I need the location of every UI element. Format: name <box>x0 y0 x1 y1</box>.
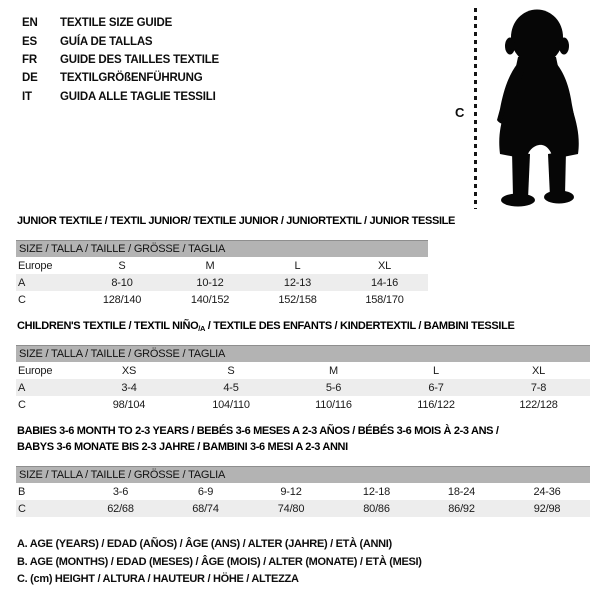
title-text: CHILDREN'S TEXTILE / TEXTIL NIÑO <box>17 320 199 332</box>
cell: 14-16 <box>341 274 428 291</box>
title-line-2: BABYS 3-6 MONATE BIS 2-3 JAHRE / BAMBINI 3-6 MESI A 2-3 ANNI <box>17 440 348 453</box>
junior-section-title: JUNIOR TEXTILE / TEXTIL JUNIOR/ TEXTILE JUNIOR / JUNIORTEXTIL / JUNIOR TESSILE <box>17 215 456 227</box>
title-subscript: /A <box>198 324 206 333</box>
cell: 98/104 <box>112 398 146 411</box>
cell: 24-36 <box>533 485 561 498</box>
language-label: TEXTILGRÖßENFÜHRUNG <box>60 72 203 85</box>
language-code: DE <box>22 72 38 85</box>
language-row <box>22 51 219 69</box>
table-row <box>16 500 590 517</box>
cell: 80/86 <box>334 500 419 517</box>
language-header <box>22 14 219 106</box>
junior-size-table <box>16 240 428 308</box>
row-label: A <box>16 379 78 396</box>
row-label: Europe <box>18 259 53 272</box>
language-label: GUIDA ALLE TAGLIE TESSILI <box>60 90 216 103</box>
size-header-cell: SIZE / TALLA / TAILLE / GRÖSSE / TAGLIA <box>16 241 428 258</box>
cell: 6-7 <box>385 379 487 396</box>
height-dashed-line <box>474 8 477 209</box>
cell: XL <box>377 259 392 272</box>
note-b: B. AGE (MONTHS) / EDAD (MESES) / ÂGE (MOIS) / ALTER (MONATE) / ETÀ (MESI) <box>17 555 422 568</box>
cell: 10-12 <box>166 274 254 291</box>
cell: 62/68 <box>78 500 163 517</box>
cell: 104/110 <box>212 398 250 411</box>
table-row <box>16 291 428 308</box>
row-label: B <box>18 485 26 498</box>
language-row <box>22 32 219 50</box>
cell: 12-13 <box>254 274 341 291</box>
size-header-row <box>16 467 590 484</box>
height-measure-label: C <box>455 105 465 120</box>
language-code: IT <box>22 90 32 103</box>
title-text: / TEXTILE DES ENFANTS / KINDERTEXTIL / BAMBINI TESSILE <box>205 320 515 332</box>
note-c: C. (cm) HEIGHT / ALTURA / HAUTEUR / HÖHE / ALTEZZA <box>17 573 299 586</box>
language-code: FR <box>22 53 37 66</box>
title-line-1: BABIES 3-6 MONTH TO 2-3 YEARS / BEBÉS 3-6 MESES A 2-3 AÑOS / BÉBÉS 3-6 MOIS À 2-3 ANS / <box>17 425 499 437</box>
cell: 86/92 <box>419 500 504 517</box>
cell: S <box>118 259 126 272</box>
row-label: A <box>16 274 78 291</box>
cell: 158/170 <box>365 293 404 306</box>
cell: 12-18 <box>362 485 391 498</box>
children-size-table <box>16 345 590 413</box>
table-row <box>16 257 428 274</box>
size-header-row <box>16 241 428 258</box>
cell: 110/116 <box>315 398 352 411</box>
table-row <box>16 362 590 379</box>
toddler-silhouette-icon <box>487 8 591 210</box>
row-label: Europe <box>18 364 53 377</box>
cell: 4-5 <box>180 379 282 396</box>
cell: 116/122 <box>417 398 455 411</box>
cell: 140/152 <box>190 293 230 306</box>
size-header-row <box>16 346 590 363</box>
cell: XL <box>531 364 546 377</box>
language-label: GUIDE DES TAILLES TEXTILE <box>60 53 219 66</box>
table-row <box>16 379 590 396</box>
table-row <box>16 483 590 500</box>
note-a: A. AGE (YEARS) / EDAD (AÑOS) / ÂGE (ANS) / ALTER (JAHRE) / ETÀ (ANNI) <box>17 538 392 550</box>
cell: L <box>433 364 439 377</box>
babies-size-table <box>16 466 590 517</box>
cell: M <box>205 259 215 272</box>
row-label: C <box>18 293 26 306</box>
row-label: C <box>16 500 78 517</box>
cell: 92/98 <box>504 500 590 517</box>
cell: S <box>227 364 235 377</box>
language-code: EN <box>22 17 38 30</box>
cell: 9-12 <box>280 485 302 498</box>
cell: 122/128 <box>519 398 558 411</box>
table-row <box>16 274 428 291</box>
cell: 3-4 <box>78 379 180 396</box>
language-row <box>22 88 219 106</box>
language-label: GUÍA DE TALLAS <box>60 35 153 48</box>
children-section-title <box>17 320 514 333</box>
cell: L <box>294 259 301 272</box>
language-label: TEXTILE SIZE GUIDE <box>60 17 173 30</box>
row-label: C <box>18 398 26 411</box>
language-code: ES <box>22 35 37 48</box>
cell: 152/158 <box>278 293 317 306</box>
cell: 74/80 <box>248 500 334 517</box>
size-header-cell: SIZE / TALLA / TAILLE / GRÖSSE / TAGLIA <box>16 467 590 484</box>
legend-notes <box>17 536 422 589</box>
babies-section-title <box>17 424 499 455</box>
language-row <box>22 14 219 32</box>
language-row <box>22 69 219 87</box>
cell: 6-9 <box>197 485 214 498</box>
cell: 8-10 <box>78 274 166 291</box>
cell: 68/74 <box>163 500 248 517</box>
table-row <box>16 396 590 413</box>
cell: M <box>329 364 338 377</box>
cell: 3-6 <box>112 485 129 498</box>
size-header-cell: SIZE / TALLA / TAILLE / GRÖSSE / TAGLIA <box>16 346 590 363</box>
cell: 7-8 <box>487 379 590 396</box>
cell: 5-6 <box>282 379 385 396</box>
cell: 18-24 <box>447 485 476 498</box>
cell: XS <box>121 364 137 377</box>
cell: 128/140 <box>102 293 142 306</box>
